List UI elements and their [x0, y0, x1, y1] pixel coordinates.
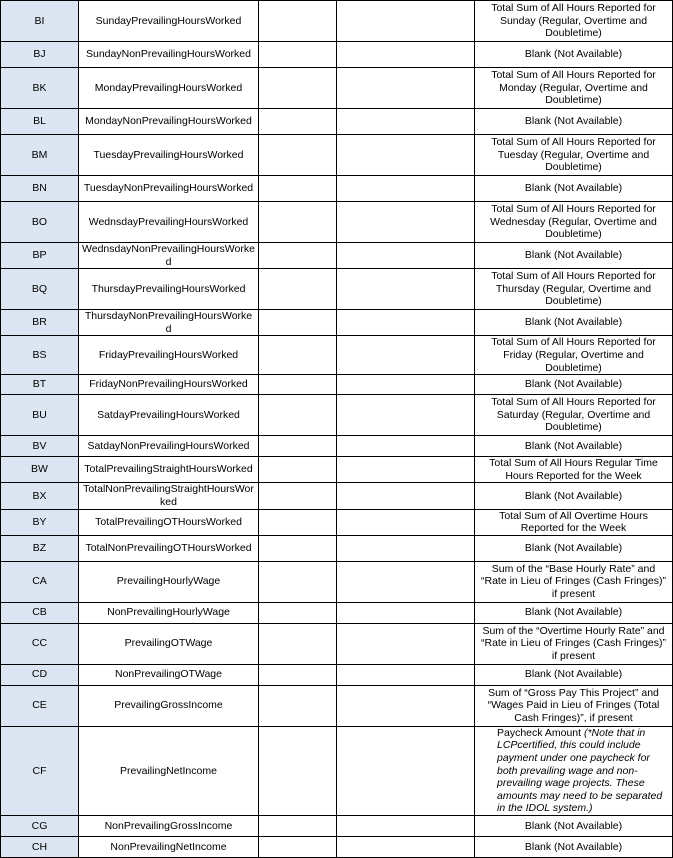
empty-cell — [337, 269, 475, 310]
field-name: TotalNonPrevailingStraightHoursWorked — [79, 483, 259, 509]
field-name: TotalNonPrevailingOTHoursWorked — [79, 535, 259, 561]
description: Total Sum of All Hours Reported for Tuesday (Regular, Overtime and Doubletime) — [475, 135, 673, 176]
column-code: BW — [1, 457, 79, 483]
empty-cell — [259, 310, 337, 336]
field-name: PrevailingGrossIncome — [79, 685, 259, 726]
empty-cell — [259, 457, 337, 483]
empty-cell — [337, 664, 475, 685]
description: Blank (Not Available) — [475, 436, 673, 457]
description: Blank (Not Available) — [475, 602, 673, 623]
field-name: ThursdayNonPrevailingHoursWorked — [79, 310, 259, 336]
empty-cell — [259, 269, 337, 310]
table-row — [1, 602, 673, 623]
description: Sum of the “Base Hourly Rate” and “Rate in Lieu of Fringes (Cash Fringes)” if present — [475, 561, 673, 602]
field-name: PrevailingNetIncome — [79, 726, 259, 815]
table-row — [1, 436, 673, 457]
empty-cell — [337, 685, 475, 726]
empty-cell — [337, 436, 475, 457]
empty-cell — [259, 336, 337, 375]
table-row — [1, 815, 673, 836]
empty-cell — [259, 623, 337, 664]
field-name: PrevailingHourlyWage — [79, 561, 259, 602]
column-code: BX — [1, 483, 79, 509]
empty-cell — [259, 664, 337, 685]
field-name: NonPrevailingHourlyWage — [79, 602, 259, 623]
field-name: TuesdayNonPrevailingHoursWorked — [79, 176, 259, 202]
empty-cell — [337, 483, 475, 509]
field-name: WednsdayNonPrevailingHoursWorked — [79, 243, 259, 269]
table-row — [1, 457, 673, 483]
empty-cell — [337, 375, 475, 395]
table-row — [1, 269, 673, 310]
empty-cell — [337, 457, 475, 483]
table-row — [1, 109, 673, 135]
table-row — [1, 836, 673, 857]
table-row — [1, 664, 673, 685]
description: Blank (Not Available) — [475, 310, 673, 336]
description: Sum of the “Overtime Hourly Rate” and “Rate in Lieu of Fringes (Cash Fringes)” if present — [475, 623, 673, 664]
empty-cell — [259, 815, 337, 836]
empty-cell — [337, 336, 475, 375]
empty-cell — [259, 483, 337, 509]
description — [475, 726, 673, 815]
table-row — [1, 509, 673, 535]
description-main: Paycheck Amount — [497, 726, 582, 739]
column-code: CC — [1, 623, 79, 664]
table-row — [1, 685, 673, 726]
empty-cell — [337, 202, 475, 243]
table-row — [1, 202, 673, 243]
empty-cell — [259, 68, 337, 109]
description: Blank (Not Available) — [475, 664, 673, 685]
empty-cell — [259, 436, 337, 457]
column-code: BI — [1, 1, 79, 42]
table-row — [1, 1, 673, 42]
empty-cell — [259, 109, 337, 135]
empty-cell — [337, 836, 475, 857]
table-row — [1, 561, 673, 602]
table-row — [1, 726, 673, 815]
empty-cell — [337, 395, 475, 436]
column-code: BP — [1, 243, 79, 269]
column-code: BS — [1, 336, 79, 375]
empty-cell — [259, 602, 337, 623]
field-name: SundayPrevailingHoursWorked — [79, 1, 259, 42]
description: Total Sum of All Hours Reported for Monday (Regular, Overtime and Doubletime) — [475, 68, 673, 109]
description: Sum of “Gross Pay This Project” and “Wages Paid in Lieu of Fringes (Total Cash Fringes)”, if present — [475, 685, 673, 726]
table-row — [1, 395, 673, 436]
empty-cell — [337, 726, 475, 815]
column-code: BQ — [1, 269, 79, 310]
description: Total Sum of All Hours Reported for Sunday (Regular, Overtime and Doubletime) — [475, 1, 673, 42]
description: Blank (Not Available) — [475, 483, 673, 509]
description: Total Sum of All Hours Regular Time Hours Reported for the Week — [475, 457, 673, 483]
column-code: BJ — [1, 42, 79, 68]
empty-cell — [337, 561, 475, 602]
empty-cell — [337, 310, 475, 336]
table-row — [1, 135, 673, 176]
field-name: TotalPrevailingStraightHoursWorked — [79, 457, 259, 483]
description-note: (*Note that in LCPcertified, this could include payment under one paycheck for both prevailing wage and non-prevailing wage projects. These amounts may need to be separated in the IDOL system.) — [497, 726, 663, 815]
table-row — [1, 243, 673, 269]
empty-cell — [337, 68, 475, 109]
empty-cell — [259, 243, 337, 269]
empty-cell — [337, 135, 475, 176]
empty-cell — [337, 1, 475, 42]
description: Blank (Not Available) — [475, 176, 673, 202]
field-name: NonPrevailingOTWage — [79, 664, 259, 685]
field-name: MondayPrevailingHoursWorked — [79, 68, 259, 109]
table-row — [1, 375, 673, 395]
field-name: TotalPrevailingOTHoursWorked — [79, 509, 259, 535]
field-name: MondayNonPrevailingHoursWorked — [79, 109, 259, 135]
table-row — [1, 623, 673, 664]
field-name: FridayPrevailingHoursWorked — [79, 336, 259, 375]
field-name: SatdayPrevailingHoursWorked — [79, 395, 259, 436]
empty-cell — [259, 535, 337, 561]
table-row — [1, 310, 673, 336]
field-name: TuesdayPrevailingHoursWorked — [79, 135, 259, 176]
column-code: BZ — [1, 535, 79, 561]
table-body — [1, 1, 673, 858]
field-name: ThursdayPrevailingHoursWorked — [79, 269, 259, 310]
field-name: SundayNonPrevailingHoursWorked — [79, 42, 259, 68]
empty-cell — [259, 509, 337, 535]
empty-cell — [259, 135, 337, 176]
column-code: BN — [1, 176, 79, 202]
empty-cell — [259, 375, 337, 395]
empty-cell — [259, 685, 337, 726]
column-code: CA — [1, 561, 79, 602]
empty-cell — [259, 1, 337, 42]
column-code: BM — [1, 135, 79, 176]
empty-cell — [259, 836, 337, 857]
description: Blank (Not Available) — [475, 815, 673, 836]
empty-cell — [337, 243, 475, 269]
description: Total Sum of All Hours Reported for Friday (Regular, Overtime and Doubletime) — [475, 336, 673, 375]
column-code: CH — [1, 836, 79, 857]
description: Total Sum of All Hours Reported for Wednesday (Regular, Overtime and Doubletime) — [475, 202, 673, 243]
empty-cell — [259, 42, 337, 68]
description: Blank (Not Available) — [475, 109, 673, 135]
field-name: WednsdayPrevailingHoursWorked — [79, 202, 259, 243]
table-row — [1, 535, 673, 561]
column-code: BL — [1, 109, 79, 135]
description: Blank (Not Available) — [475, 375, 673, 395]
column-code: CF — [1, 726, 79, 815]
column-code: CE — [1, 685, 79, 726]
description: Total Sum of All Hours Reported for Saturday (Regular, Overtime and Doubletime) — [475, 395, 673, 436]
empty-cell — [337, 176, 475, 202]
table-row — [1, 42, 673, 68]
column-code: BY — [1, 509, 79, 535]
column-code: BK — [1, 68, 79, 109]
empty-cell — [259, 395, 337, 436]
empty-cell — [259, 561, 337, 602]
table-row — [1, 176, 673, 202]
column-code: BV — [1, 436, 79, 457]
empty-cell — [337, 815, 475, 836]
column-code: CG — [1, 815, 79, 836]
field-name: NonPrevailingNetIncome — [79, 836, 259, 857]
table-row — [1, 68, 673, 109]
empty-cell — [337, 109, 475, 135]
field-name: SatdayNonPrevailingHoursWorked — [79, 436, 259, 457]
description: Blank (Not Available) — [475, 243, 673, 269]
empty-cell — [337, 602, 475, 623]
description: Blank (Not Available) — [475, 535, 673, 561]
column-code: CB — [1, 602, 79, 623]
column-code: BR — [1, 310, 79, 336]
description: Blank (Not Available) — [475, 836, 673, 857]
description: Total Sum of All Overtime Hours Reported for the Week — [475, 509, 673, 535]
column-code: BU — [1, 395, 79, 436]
empty-cell — [259, 726, 337, 815]
description: Blank (Not Available) — [475, 42, 673, 68]
column-code: BT — [1, 375, 79, 395]
empty-cell — [337, 535, 475, 561]
field-name: NonPrevailingGrossIncome — [79, 815, 259, 836]
table-row — [1, 336, 673, 375]
description: Total Sum of All Hours Reported for Thursday (Regular, Overtime and Doubletime) — [475, 269, 673, 310]
field-name: FridayNonPrevailingHoursWorked — [79, 375, 259, 395]
table-row — [1, 483, 673, 509]
field-name: PrevailingOTWage — [79, 623, 259, 664]
empty-cell — [259, 176, 337, 202]
column-code: BO — [1, 202, 79, 243]
empty-cell — [259, 202, 337, 243]
column-code: CD — [1, 664, 79, 685]
empty-cell — [337, 509, 475, 535]
empty-cell — [337, 42, 475, 68]
empty-cell — [337, 623, 475, 664]
